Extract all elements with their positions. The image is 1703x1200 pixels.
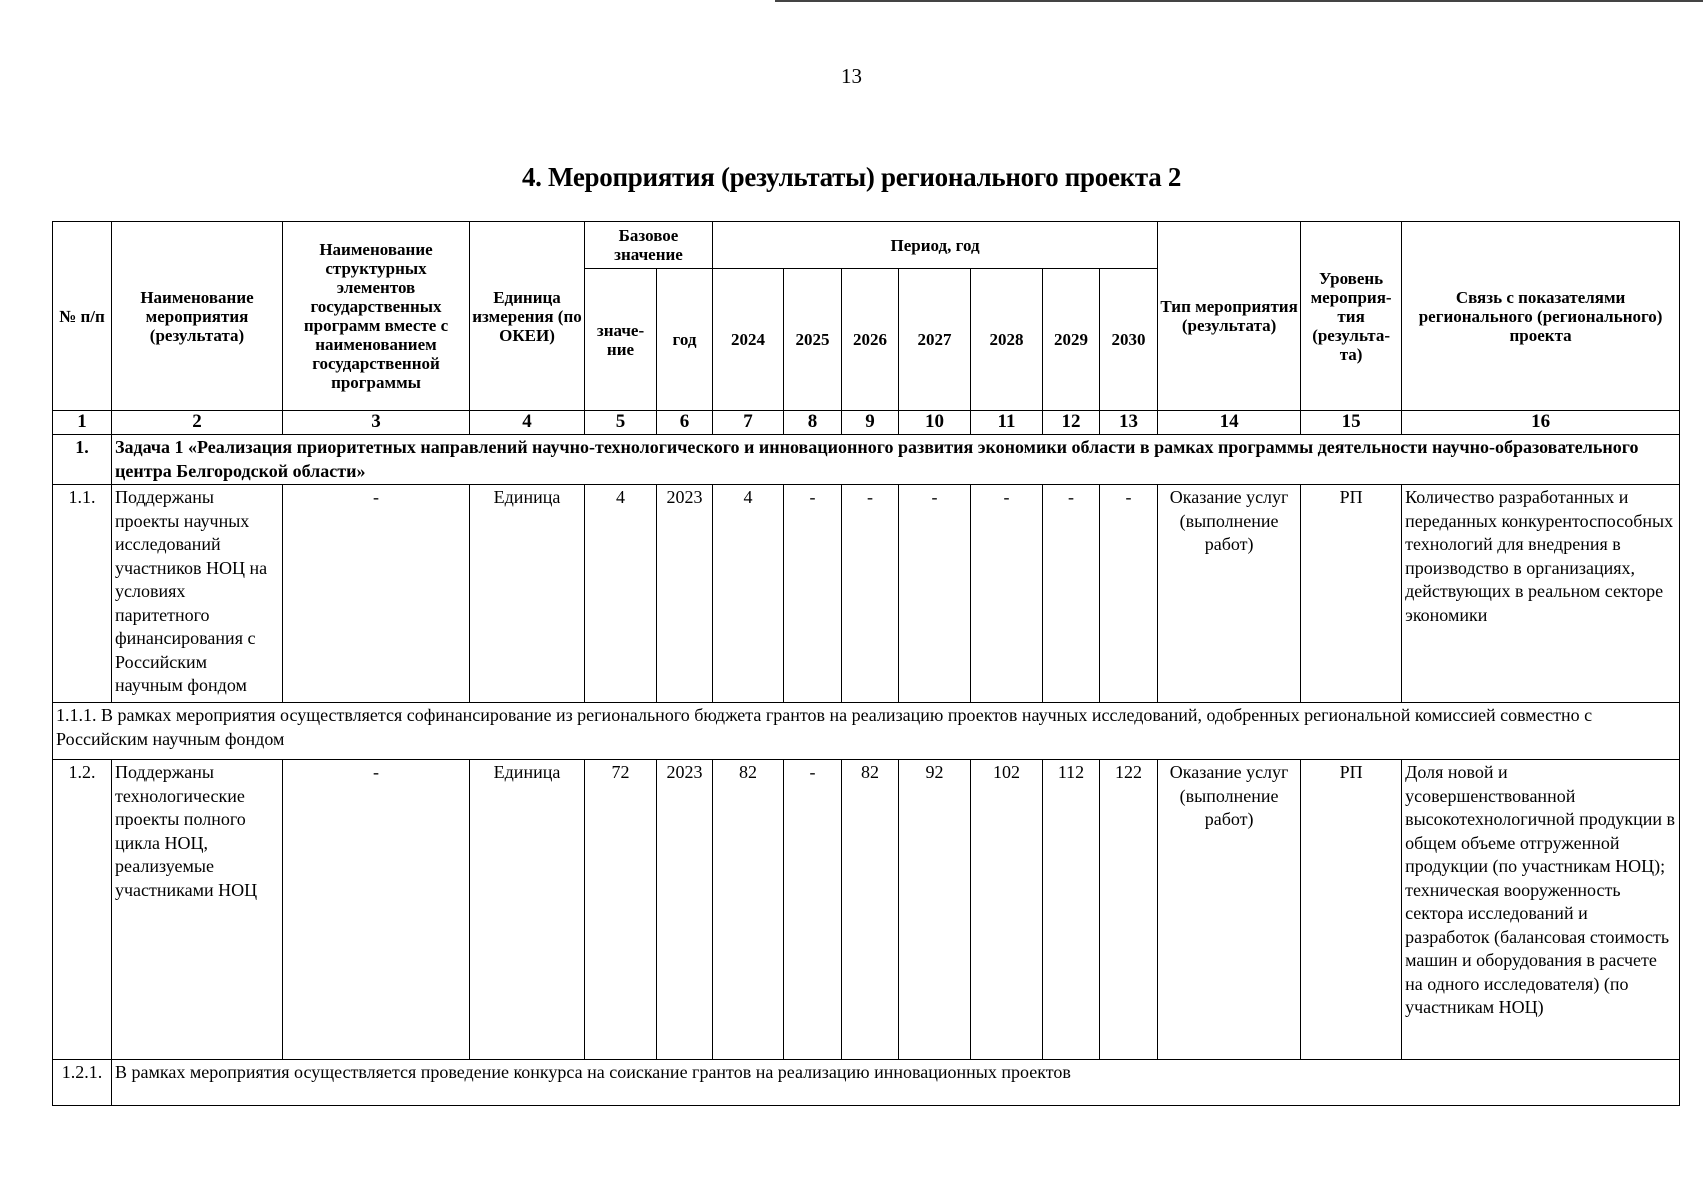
row-value-2029: -: [1043, 485, 1100, 703]
row-link: Доля новой и усовершенствованной высокотехнологичной продукции в общем объеме отгруженной продукции (по участникам НОЦ); техническая вооруженность сектора исследований и разработок (балансовая стоимость машин и оборудования в расчете на одного исследователя) (по участникам НОЦ): [1402, 760, 1680, 1060]
note-row: [53, 703, 1680, 760]
task-text: Задача 1 «Реализация приоритетных направлений научно-технологического и инновационного развития экономики области в рамках программы деятельности научно-образовательного центра Белгородской области»: [112, 435, 1680, 485]
table-row: [53, 760, 1680, 1060]
row-value-2030: -: [1100, 485, 1158, 703]
header-year-2029: 2029: [1043, 269, 1100, 411]
header-unit: Единица измерения (по ОКЕИ): [470, 222, 585, 411]
col-number: 4: [470, 411, 585, 435]
row-name: Поддержаны проекты научных исследований участников НОЦ на условиях паритетного финансирования с Российским научным фондом: [112, 485, 283, 703]
header-link: Связь с показателями регионального (регионального) проекта: [1402, 222, 1680, 411]
row-note: В рамках мероприятия осуществляется проведение конкурса на соискание грантов на реализацию инновационных проектов: [112, 1060, 1680, 1106]
row-unit: Единица: [470, 485, 585, 703]
row-base-year: 2023: [657, 760, 713, 1060]
col-number: 12: [1043, 411, 1100, 435]
row-value-2024: 82: [713, 760, 784, 1060]
row-type: Оказание услуг (выполнение работ): [1158, 760, 1301, 1060]
row-number: 1.1.: [53, 485, 112, 703]
page-title: 4. Мероприятия (результаты) регионального проекта 2: [521, 162, 1182, 192]
header-name: Наименование мероприятия (результата): [112, 222, 283, 411]
row-value-2026: 82: [842, 760, 899, 1060]
column-numbers-row: [53, 411, 1680, 435]
header-year-2028: 2028: [971, 269, 1043, 411]
row-unit: Единица: [470, 760, 585, 1060]
row-value-2028: -: [971, 485, 1043, 703]
col-number: 9: [842, 411, 899, 435]
col-number: 13: [1100, 411, 1158, 435]
col-number: 6: [657, 411, 713, 435]
row-value-2030: 122: [1100, 760, 1158, 1060]
header-year-2027: 2027: [899, 269, 971, 411]
header-base-value: значе-ние: [585, 269, 657, 411]
col-number: 14: [1158, 411, 1301, 435]
header-year-2025: 2025: [784, 269, 842, 411]
header-row-1: [53, 222, 1680, 269]
header-level: Уровень мероприя-тия (результа-та): [1301, 222, 1402, 411]
col-number: 1: [53, 411, 112, 435]
row-note-number: 1.2.1.: [53, 1060, 112, 1106]
page-number: 13: [841, 64, 862, 88]
header-type: Тип мероприятия (результата): [1158, 222, 1301, 411]
row-link: Количество разработанных и переданных конкурентоспособных технологий для внедрения в производство в организациях, действующих в реальном секторе экономики: [1402, 485, 1680, 703]
task-row: [53, 435, 1680, 485]
row-level: РП: [1301, 760, 1402, 1060]
row-level: РП: [1301, 485, 1402, 703]
col-number: 5: [585, 411, 657, 435]
col-number: 2: [112, 411, 283, 435]
table-row: [53, 485, 1680, 703]
measures-table: [52, 221, 1680, 1106]
header-year-2030: 2030: [1100, 269, 1158, 411]
row-value-2025: -: [784, 760, 842, 1060]
row-value-2027: 92: [899, 760, 971, 1060]
header-year-2024: 2024: [713, 269, 784, 411]
header-base: Базовое значение: [585, 222, 713, 269]
row-struct: -: [283, 485, 470, 703]
row-value-2026: -: [842, 485, 899, 703]
row-number: 1.2.: [53, 760, 112, 1060]
col-number: 3: [283, 411, 470, 435]
row-base-value: 4: [585, 485, 657, 703]
row-note: 1.1.1. В рамках мероприятия осуществляется софинансирование из регионального бюджета грантов на реализацию проектов научных исследований, одобренных региональной комиссией совместно с Российским научным фондом: [53, 703, 1680, 760]
row-value-2027: -: [899, 485, 971, 703]
header-num: № п/п: [53, 222, 112, 411]
col-number: 8: [784, 411, 842, 435]
row-base-value: 72: [585, 760, 657, 1060]
row-struct: -: [283, 760, 470, 1060]
col-number: 16: [1402, 411, 1680, 435]
note-row: [53, 1060, 1680, 1106]
col-number: 7: [713, 411, 784, 435]
row-value-2029: 112: [1043, 760, 1100, 1060]
task-number: 1.: [53, 435, 112, 485]
row-value-2024: 4: [713, 485, 784, 703]
row-type: Оказание услуг (выполнение работ): [1158, 485, 1301, 703]
header-struct: Наименование структурных элементов государственных программ вместе с наименованием государственной программы: [283, 222, 470, 411]
top-rule: [775, 0, 1703, 2]
row-value-2025: -: [784, 485, 842, 703]
header-period: Период, год: [713, 222, 1158, 269]
col-number: 15: [1301, 411, 1402, 435]
col-number: 10: [899, 411, 971, 435]
header-base-year: год: [657, 269, 713, 411]
row-base-year: 2023: [657, 485, 713, 703]
col-number: 11: [971, 411, 1043, 435]
row-name: Поддержаны технологические проекты полного цикла НОЦ, реализуемые участниками НОЦ: [112, 760, 283, 1060]
header-year-2026: 2026: [842, 269, 899, 411]
row-value-2028: 102: [971, 760, 1043, 1060]
